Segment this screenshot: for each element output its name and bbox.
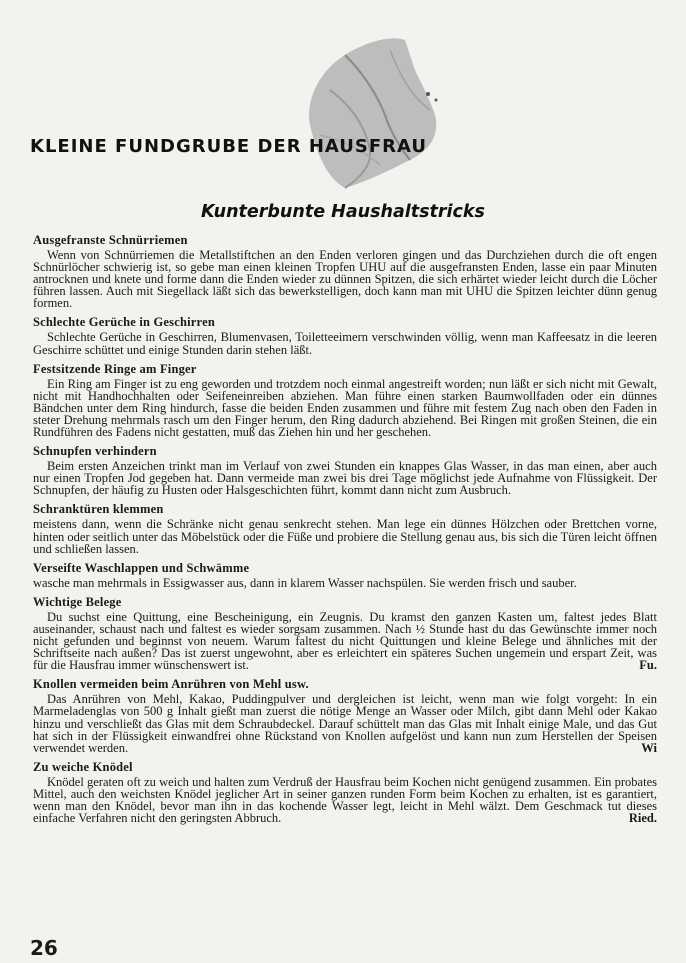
tip-paragraph: Schlechte Gerüche in Geschirren, Blumenvasen, Toiletteeimern verschwinden völlig, wenn man Kaffeesatz in die leeren Geschirre schüttet und einige Stunden darin stehen läßt. — [33, 330, 657, 357]
tip-heading: Zu weiche Knödel — [33, 759, 133, 774]
tip-heading: Schlechte Gerüche in Geschirren — [33, 315, 215, 330]
tip-paragraph: Ein Ring am Finger ist zu eng geworden und trotzdem noch einmal angestreift worden; nun läßt er sich nicht mit Gewalt, nicht mit Handhochhalten oder Seifeneinreiben abziehen. Man führe einen starken Baumwollfaden oder ein dünnes Bändchen unter dem Ring hindurch, fasse die beiden Enden zusammen und führe mit festem Zug nach oben den Faden in steter Drehung mehrmals rasch um den Finger herum, den Ring dadurch abziehend. Bei Ringen mit großen Steinen, die ein Rundführen des Fadens nicht gestatten, muß das Ziehen hin und her geschehen. — [33, 376, 657, 440]
tip-heading: Knollen vermeiden beim Anrühren von Mehl usw. — [33, 677, 309, 692]
author-signature: Wi — [641, 740, 657, 755]
tip-heading: Verseifte Waschlappen und Schwämme — [33, 560, 250, 575]
author-signature: Fu. — [639, 658, 657, 673]
tip-paragraph: Wenn von Schnürriemen die Metallstiftchen an den Enden verloren gingen und das Durchziehen durch die oft engen Schnürlöcher schwierig ist, so gebe man einen kleinen Tropfen UHU auf die ausgefransten Enden, lasse ein paar Minuten antrocknen und knete und forme dann die Enden wieder zu dünnen Spitzen, die sich erhärtet wieder leicht durch die Löcher führen lassen. Auch mit Siegellack läßt sich das bewerkstelligen, doch kann man mit UHU die Spitzen leichter dünn genug formen. — [33, 248, 657, 311]
tip-paragraph: wasche man mehrmals in Essigwasser aus, dann in klarem Wasser nachspülen. Sie werden frisch und sauber. — [33, 575, 577, 590]
tip-section — [33, 315, 657, 355]
tip-heading: Festsitzende Ringe am Finger — [33, 361, 197, 376]
tip-body — [33, 378, 657, 438]
tip-paragraph: Knödel geraten oft zu weich und halten zum Verdruß der Hausfrau beim Kochen nicht genügend zusammen. Ein probates Mittel, auch den weichsten Knödel jeglicher Art in seiner ganzen runden Form beim Kochen zu erhalten, ist es garantiert, wenn man den Knödel, bevor man ihn in das kochende Wasser legt, leicht in Mehl wälzt. Dem Geschmack tut dieses einfache Verfahren nicht den geringsten Abbruch. — [33, 774, 657, 826]
masthead-title: KLEINE FUNDGRUBE DER HAUSFRAU — [30, 136, 428, 157]
article-subtitle: Kunterbunte Haushaltstricks — [201, 202, 485, 222]
tip-section — [33, 233, 657, 309]
tip-section — [33, 595, 657, 672]
tip-paragraph: Du suchst eine Quittung, eine Bescheinigung, ein Zeugnis. Du kramst den ganzen Kasten um, faltest jedes Blatt auseinander, schaust nach und faltest es wieder sorgsam zusammen. Nach ½ Stunde hast du das Gewünschte immer noch nicht gefunden und beginnst von neuem. Warum faltest du nicht Quittungen und kleine Belege und ähnliches mit der Schriftseite nach außen? Das ist zuerst ungewohnt, aber es erleichtert ein späteres Suchen ungemein und erspart Zeit, was für die Hausfrau immer wünschenswert ist. — [33, 609, 657, 673]
tip-body — [33, 518, 657, 554]
page-number: 26 — [30, 936, 58, 960]
tip-section — [33, 677, 657, 754]
tip-section — [33, 444, 657, 496]
tip-heading: Schnupfen verhindern — [33, 444, 157, 459]
tip-heading: Ausgefranste Schnürriemen — [33, 233, 188, 247]
tip-heading: Wichtige Belege — [33, 594, 122, 609]
tip-section — [33, 760, 657, 824]
tip-paragraph: Beim ersten Anzeichen trinkt man im Verlauf von zwei Stunden ein knappes Glas Wasser, in das man einen, aber auch nur einen Tropfen Jod gegeben hat. Dann vermeide man zwei bis drei Tage möglichst jede Aufnahme von Flüssigkeit. Der Schnupfen, der häufig zu Husten oder Halsgeschichten führt, kommt dann nicht zum Ausbruch. — [33, 459, 657, 498]
tip-section — [33, 502, 657, 554]
tip-body — [33, 460, 657, 496]
author-signature: Ried. — [628, 811, 657, 826]
tip-paragraph: Das Anrühren von Mehl, Kakao, Puddingpulver und dergleichen ist leicht, wenn man wie folgt vorgeht: In ein Marmeladenglas von 500 g Inhalt gießt man zuerst die nötige Menge an Wasser oder Milch, gibt dann Mehl oder Kakao hinzu und verschließt das Glas mit dem Schraubdeckel. Darauf schüttelt man das Glas mit Inhalt einige Male, und das Gut hat sich in der Flüssigkeit einwandfrei ohne Rückstand von Knollen aufgelöst und kann nun zum Herstellen der Speisen verwendet werden. — [33, 692, 657, 755]
tip-body — [33, 249, 657, 309]
tip-body — [33, 577, 657, 589]
cleaning-cloth-illustration — [290, 30, 450, 195]
tip-body — [33, 331, 657, 355]
tip-section — [33, 561, 657, 589]
tip-paragraph: meistens dann, wenn die Schränke nicht genau senkrecht stehen. Man lege ein dünnes Hölzchen oder Brettchen vorne, hinten oder seitlich unter das Möbelstück oder die Füße und probiere die Stellung genau aus, bis sich die Türen leicht öffnen und schließen lassen. — [33, 517, 657, 556]
tip-heading: Schranktüren klemmen — [33, 502, 164, 517]
article-body — [33, 233, 657, 830]
tip-section — [33, 362, 657, 438]
